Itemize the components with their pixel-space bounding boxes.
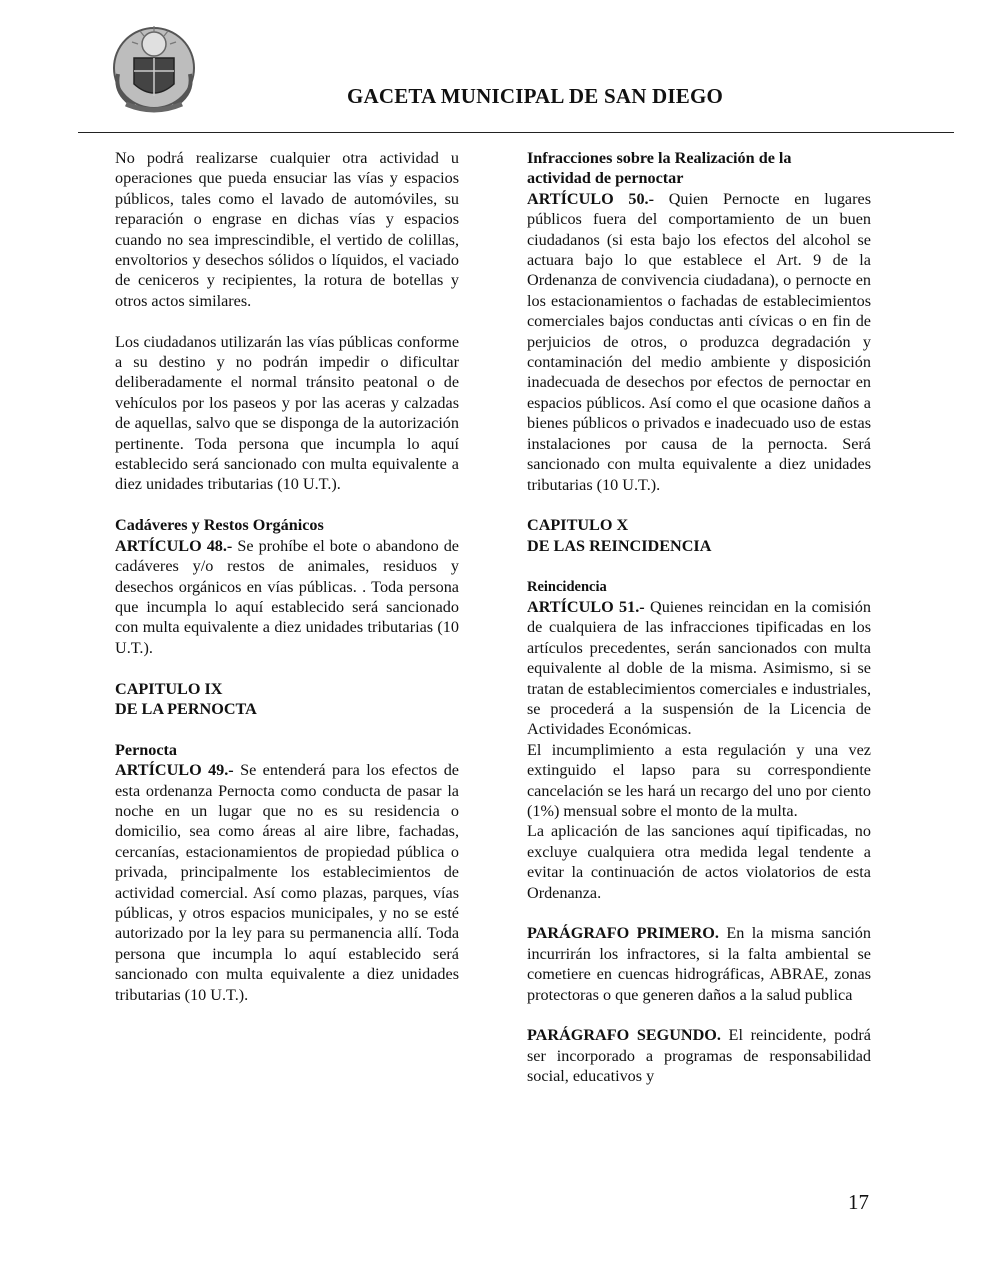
chapter-title: CAPITULO X [527,516,629,535]
paragraph-text: El reincidente, podrá ser incorporado a programas de responsabilidad social, educativos y [527,1026,871,1086]
paragraph: El incumplimiento a esta regulación y una vez extinguido el lapso para su correspondiente cancelación se les hará un recargo del uno por ciento (1%) mensual sobre el monto de la multa. [527,740,871,820]
section-heading: actividad de pernoctar [527,169,684,188]
paragraph: No podrá realizarse cualquier otra actividad u operaciones que pueda ensuciar las vías y espacios públicos, tales como el lavado de automóviles, su reparación o engrase en dichas vías y espacios cuando no sea imprescindible, el vertido de colillas, envoltorios y desechos sólidos o líquidos, el vaciado de ceniceros y recipientes, la rotura de botellas y otros actos similares. [115,149,459,310]
page-number: 17 [848,1190,869,1214]
paragraph-text: En la misma sanción incurrirán los infractores, si la falta ambiental se cometiere en cuencas hidrográficas, ABRAE, zonas protectoras o que generen daños a la salud publica [527,924,871,1004]
right-column [527,148,871,1087]
article-text: Se prohíbe el bote o abandono de cadáveres y/o restos de animales, residuos y desechos orgánicos en vías públicas. . Toda persona que incumpla lo aquí establecido será sancionado con multa equivalente a diez unidades tributarias (10 U.T.). [115,536,459,657]
paragraph-second [527,1025,871,1086]
article-48 [115,536,459,658]
section-heading: Cadáveres y Restos Orgánicos [115,516,324,535]
section-heading: Pernocta [115,740,178,759]
paragraph-first [527,923,871,1005]
chapter-subtitle: DE LAS REINCIDENCIA [527,536,712,555]
article-50 [527,189,871,495]
left-column [115,148,459,1005]
paragraph-label: PARÁGRAFO SEGUNDO. [527,1026,721,1045]
gazette-title: GACETA MUNICIPAL DE SAN DIEGO [346,84,724,108]
paragraph-label: PARÁGRAFO PRIMERO. [527,924,719,943]
article-label: ARTÍCULO 51.- [527,597,645,616]
chapter-title: CAPITULO IX [115,679,223,698]
article-text: Quienes reincidan en la comisión de cualquiera de las infracciones tipificadas en los artículos precedentes, serán sancionados con multa equivalente al doble de la misma. Asimismo, si se tratan de establecimientos comerciales e industriales, se procederá a la suspensión de la Licencia de Actividades Económicas. [527,597,871,739]
article-label: ARTÍCULO 50.- [527,189,654,208]
section-heading: Reincidencia [527,578,607,595]
article-49 [115,760,459,1005]
paragraph: La aplicación de las sanciones aquí tipificadas, no excluye cualquiera otra medida legal tendente a evitar la continuación de actos violatorios de esta Ordenanza. [527,822,871,902]
article-label: ARTÍCULO 48.- [115,536,233,555]
article-label: ARTÍCULO 49.- [115,761,234,780]
article-text: Se entenderá para los efectos de esta ordenanza Pernocta como conducta de pasar la noche en un lugar que no es su residencia o domicilio, sea como áreas al aire libre, fachadas, cercanías, estacionamientos de propiedad pública o privada, principalmente los establecimientos de actividad comercial. Así como plazas, parques, vías públicas, y otros espacios municipales, y no se esté autorizado por la ley para su permanencia allí. Toda persona que incumpla lo aquí establecido será sancionado con multa equivalente a diez unidades tributarias (10 U.T.). [115,761,459,1004]
article-text: Quien Pernocte en lugares públicos fuera del comportamiento de un buen ciudadanos (si esta bajo los efectos del alcohol se actuara bajo lo que establece el Art. 9 de la Ordenanza de convivencia ciudadana), o pernocte en los estacionamientos o fachadas de establecimientos comerciales bajos conductas anti cívicas o en fin de perjuicios de otros, o produzca degradación y contaminación del medio ambiente y disposición inadecuada de desechos por efectos de pernoctar en espacios públicos. Así como el que ocasione daños a bienes públicos o privados e inadecuado uso de estas instalaciones por causa de la pernocta. Será sancionado con multa equivalente a diez unidades tributarias (10 U.T.). [527,189,871,494]
chapter-subtitle: DE LA PERNOCTA [115,699,257,718]
article-51 [527,597,871,740]
paragraph: Los ciudadanos utilizarán las vías públicas conforme a su destino y no podrán impedir o dificultar deliberadamente el normal tránsito peatonal o de vehículos por los paseos y por las aceras y calzadas de aquellas, salvo que se disponga de la autorización pertinente. Toda persona que incumpla lo aquí establecido será sancionado con multa equivalente a diez unidades tributarias (10 U.T.). [115,332,459,494]
header-divider [78,132,954,133]
section-heading: Infracciones sobre la Realización de la [527,149,792,167]
